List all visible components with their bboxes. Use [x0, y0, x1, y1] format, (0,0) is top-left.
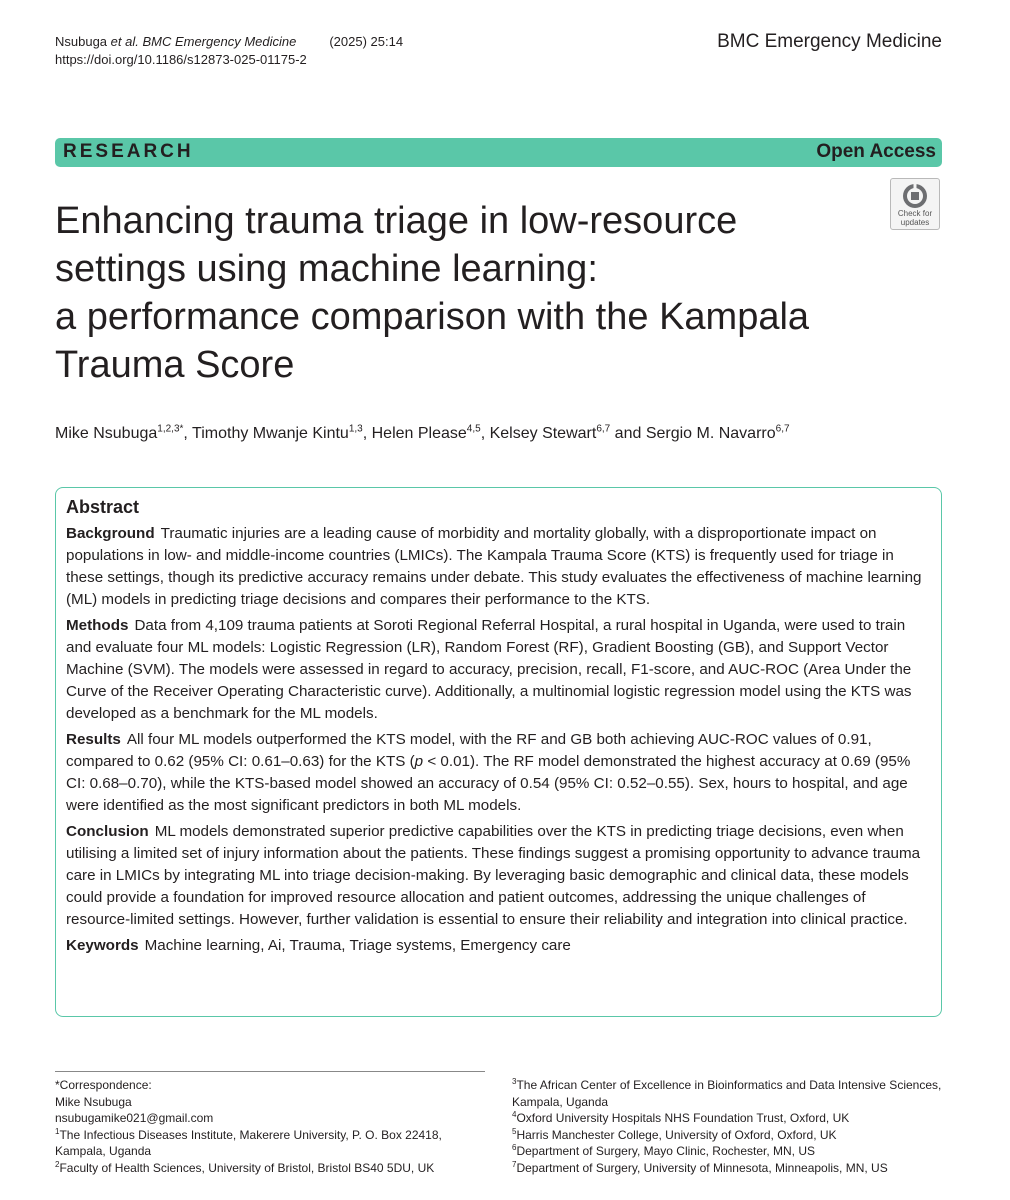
affiliation-item	[512, 1110, 942, 1127]
author-name[interactable]: Timothy Mwanje Kintu	[192, 425, 349, 442]
correspondence-email[interactable]: nsubugamike021@gmail.com	[55, 1111, 214, 1125]
abstract-results	[66, 729, 931, 817]
affiliation-item	[55, 1127, 485, 1160]
abstract-background	[66, 523, 931, 611]
affiliation-text: Harris Manchester College, University of Oxford, Oxford, UK	[516, 1127, 837, 1142]
abstract-heading: Abstract	[66, 497, 140, 517]
author-affiliation: 6,7	[775, 423, 790, 435]
affiliation-text: Department of Surgery, Mayo Clinic, Rochester, MN, US	[516, 1144, 815, 1158]
affiliation-number: 3	[512, 1077, 517, 1086]
badge-line1: Check for	[897, 209, 933, 218]
article-type-bar	[55, 138, 942, 167]
check-for-updates-icon	[902, 183, 928, 209]
journal-name: BMC Emergency Medicine	[717, 31, 942, 52]
section-label: Results	[66, 731, 121, 748]
header-author: Nsubuga	[55, 34, 108, 49]
affiliation-item	[512, 1127, 942, 1144]
affiliation-item	[55, 1160, 485, 1177]
section-label: Keywords	[66, 937, 139, 954]
author-separator: ,	[183, 425, 193, 442]
header-etal: et al.	[107, 34, 139, 49]
affiliation-number: 1	[55, 1126, 60, 1136]
title-line: Enhancing trauma triage in low-resource	[55, 200, 738, 242]
header-journal-short: BMC Emergency Medicine	[138, 34, 297, 49]
section-text: ML models demonstrated superior predictive capabilities over the KTS in predicting triage decisions, even when utilising a limited set of injury information about the patients. These findings suggest a promising opportunity to advance trauma care in LMICs by integrating ML into triage decision-making. By leveraging basic demographic and clinical data, these models could provide a foundation for improved resource allocation and patient outcomes, addressing the unique challenges of resource-limited settings. However, further validation is essential to ensure their reliability and integration into clinical practice.	[66, 823, 921, 928]
affiliation-number: 7	[512, 1159, 517, 1169]
affiliation-text: The African Center of Excellence in Bioinformatics and Data Intensive Sciences, Kampala, Uganda	[512, 1078, 942, 1109]
open-access-label: Open Access	[816, 141, 936, 162]
author-name[interactable]: Mike Nsubuga	[55, 425, 158, 442]
citation-line	[55, 33, 403, 51]
section-text: Traumatic injuries are a leading cause of morbidity and mortality globally, with a disproportionate impact on populations in low- and middle-income countries (LMICs). The Kampala Trauma Score (KTS) is frequently used for triage in these settings, though its predictive accuracy remains under debate. This study evaluates the effectiveness of machine learning (ML) models in predicting triage decisions and compares their performance to the KTS.	[66, 525, 922, 608]
check-for-updates-badge[interactable]	[890, 178, 940, 230]
affiliation-text: Department of Surgery, University of Minnesota, Minneapolis, MN, US	[516, 1160, 888, 1175]
article-type-label: RESEARCH	[63, 141, 194, 162]
title-line: Trauma Score	[55, 344, 295, 386]
affiliation-text: Oxford University Hospitals NHS Foundation Trust, Oxford, UK	[516, 1111, 850, 1125]
section-text: < 0.01). The RF model demonstrated the highest accuracy at 0.69 (95% CI: 0.68–0.70), while the KTS-based model showed an accuracy of 0.54 (95% CI: 0.52–0.55). Sex, hours to hospital, and age were identified as the most significant predictors in both ML models.	[66, 753, 911, 814]
footnote-divider	[55, 1071, 485, 1072]
author-affiliation: 4,5	[466, 423, 481, 435]
article-title	[55, 197, 875, 389]
author-list	[55, 425, 790, 443]
author-name[interactable]: Sergio M. Navarro	[645, 425, 776, 442]
affiliation-number: 5	[512, 1126, 517, 1136]
author-affiliation: 1,2,3*	[157, 423, 184, 435]
author-separator: and	[610, 425, 646, 442]
p-value-symbol: p	[414, 753, 424, 770]
affiliation-item	[512, 1160, 942, 1177]
author-name[interactable]: Helen Please	[371, 425, 467, 442]
section-label: Conclusion	[66, 823, 149, 840]
correspondence-label: *Correspondence:	[55, 1078, 152, 1092]
affiliation-number: 2	[55, 1159, 60, 1169]
footnotes-left	[55, 1077, 485, 1176]
author-separator: ,	[362, 425, 372, 442]
affiliation-number: 6	[512, 1143, 517, 1152]
abstract-methods	[66, 615, 931, 725]
author-affiliation: 6,7	[596, 423, 611, 435]
author-affiliation: 1,3	[348, 423, 363, 435]
affiliation-item	[512, 1077, 942, 1110]
abstract-keywords	[66, 935, 931, 957]
section-text: All four ML models outperformed the KTS model, with the RF and GB both achieving AUC-ROC values of 0.91, compared to 0.62 (95% CI: 0.61–0.63) for the KTS (	[66, 731, 872, 770]
author-separator: ,	[480, 425, 490, 442]
section-text: Data from 4,109 trauma patients at Soroti Regional Referral Hospital, a rural hospital in Uganda, were used to train and evaluate four ML models: Logistic Regression (LR), Random Forest (RF), Gradient Boosting (GB), and Support Vector Machine (SVM). The models were assessed in regard to accuracy, precision, recall, F1-score, and AUC-ROC (Area Under the Curve of the Receiver Operating Characteristic curve). Additionally, a multinomial logistic regression model using the KTS was developed as a benchmark for the ML models.	[66, 617, 912, 722]
affiliation-text: Faculty of Health Sciences, University of Bristol, Bristol BS40 5DU, UK	[59, 1160, 435, 1175]
section-label: Background	[66, 525, 155, 542]
title-line: a performance comparison with the Kampala	[55, 296, 810, 338]
badge-line2: updates	[900, 218, 930, 227]
author-name[interactable]: Kelsey Stewart	[489, 425, 597, 442]
running-header	[55, 33, 403, 69]
correspondence-name: Mike Nsubuga	[55, 1094, 132, 1109]
abstract-conclusion	[66, 821, 931, 931]
section-label: Methods	[66, 617, 129, 634]
abstract-box	[55, 487, 942, 1017]
affiliation-item	[512, 1143, 942, 1160]
header-year-volume: (2025) 25:14	[329, 34, 404, 49]
doi-link[interactable]: https://doi.org/10.1186/s12873-025-01175-2	[55, 52, 307, 67]
title-line: settings using machine learning:	[55, 248, 598, 290]
affiliation-text: The Infectious Diseases Institute, Makerere University, P. O. Box 22418, Kampala, Uganda	[55, 1127, 442, 1158]
footnotes-right	[512, 1077, 942, 1176]
affiliation-number: 4	[512, 1110, 517, 1119]
keywords-text: Machine learning, Ai, Trauma, Triage systems, Emergency care	[144, 937, 571, 954]
